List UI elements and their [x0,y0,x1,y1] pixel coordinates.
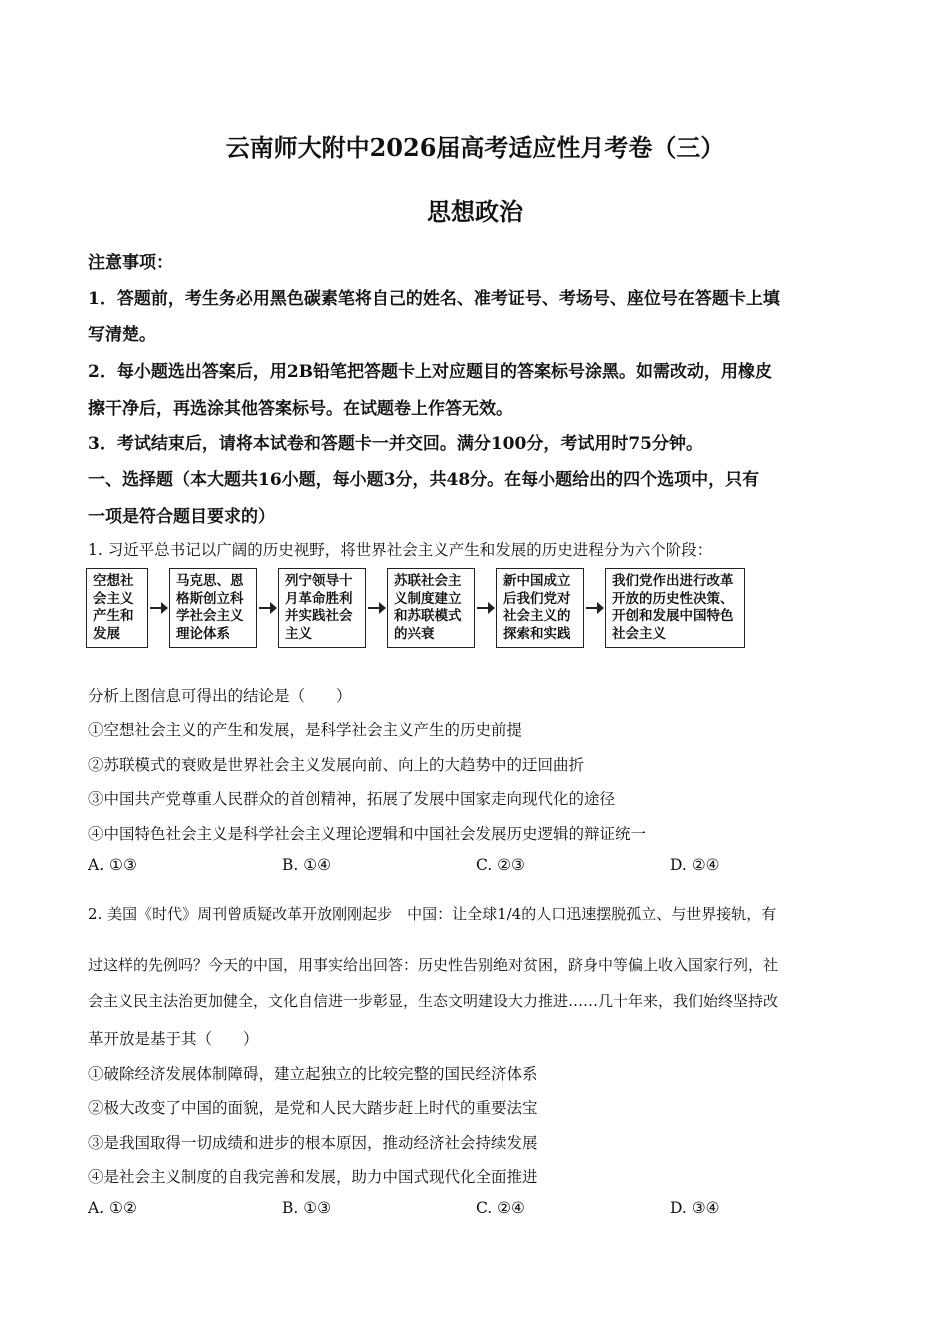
subject-title: 思想政治 [427,197,523,226]
q1-option-d: D. ②④ [670,856,720,874]
flow-stage-1: 空想社会主义产生和发展 [86,568,148,648]
notice-item-1-line-1: 1．答题前，考生务必用黑色碳素笔将自己的姓名、准考证号、考场号、座位号在答题卡上填 [88,289,780,309]
q1-statement-2: ②苏联模式的衰败是世界社会主义发展向前、向上的大趋势中的迂回曲折 [88,756,585,774]
exam-title: 云南师大附中2026届高考适应性月考卷（三） [225,133,725,162]
q2-stem-line-2: 过这样的先例吗？今天的中国，用事实给出回答：历史性告别绝对贫困，跻身中等偏上收入国家行列，社 [88,956,779,974]
q2-statement-1: ①破除经济发展体制障碍，建立起独立的比较完整的国民经济体系 [88,1065,538,1083]
flow-arrow-icon [476,598,496,618]
q1-question: 分析上图信息可得出的结论是（ ） [88,687,352,705]
notice-item-3: 3．考试结束后，请将本试卷和答题卡一并交回。满分100分，考试用时75分钟。 [88,434,703,454]
flow-arrow-icon [149,598,169,618]
q2-stem-line-3: 会主义民主法治更加健全，文化自信进一步彰显，生态文明建设大力推进……几十年来，我们始终坚持改 [88,992,779,1010]
flow-stage-3: 列宁领导十月革命胜利并实践社会主义 [278,568,366,648]
section-heading-line-1: 一、选择题（本大题共16小题，每小题3分，共48分。在每小题给出的四个选项中，只有 [88,470,760,490]
notice-heading: 注意事项： [88,253,173,273]
q2-option-c: C. ②④ [476,1199,525,1217]
q2-stem-line-4: 革开放是基于其（ ） [88,1030,259,1048]
notice-item-2-line-1: 2．每小题选出答案后，用2B铅笔把答题卡上对应题目的答案标号涂黑。如需改动，用橡皮 [88,362,773,382]
notice-item-2-line-2: 擦干净后，再选涂其他答案标号。在试题卷上作答无效。 [88,399,513,419]
q2-option-a: A. ①② [88,1199,137,1217]
flow-stage-5: 新中国成立后我们党对社会主义的探索和实践 [496,568,584,648]
q1-flow-diagram [86,568,746,652]
flow-arrow-icon [585,598,605,618]
q2-statement-4: ④是社会主义制度的自我完善和发展，助力中国式现代化全面推进 [88,1168,538,1186]
section-heading-line-2: 一项是符合题目要求的） [88,507,275,527]
q2-stem-line-1: 2. 美国《时代》周刊曾质疑改革开放刚刚起步 中国：让全球1/4的人口迅速摆脱孤立、与世界接轨，有 [88,905,777,923]
q1-option-b: B. ①④ [282,856,332,874]
q2-statement-3: ③是我国取得一切成绩和进步的根本原因，推动经济社会持续发展 [88,1134,538,1152]
q2-option-d: D. ③④ [670,1199,720,1217]
notice-item-1-line-2: 写清楚。 [88,325,156,345]
flow-arrow-icon [258,598,278,618]
q2-statement-2: ②极大改变了中国的面貌，是党和人民大踏步赶上时代的重要法宝 [88,1099,538,1117]
q1-stem: 1. 习近平总书记以广阔的历史视野，将世界社会主义产生和发展的历史进程分为六个阶段： [88,541,713,559]
q1-statement-1: ①空想社会主义的产生和发展，是科学社会主义产生的历史前提 [88,721,523,739]
flow-stage-4: 苏联社会主义制度建立和苏联模式的兴衰 [387,568,475,648]
flow-stage-6: 我们党作出进行改革开放的历史性决策、开创和发展中国特色社会主义 [605,568,745,648]
flow-stage-2: 马克思、恩格斯创立科学社会主义理论体系 [169,568,257,648]
q1-option-a: A. ①③ [88,856,137,874]
q2-option-b: B. ①③ [282,1199,332,1217]
q1-option-c: C. ②③ [476,856,525,874]
flow-arrow-icon [367,598,387,618]
q1-statement-4: ④中国特色社会主义是科学社会主义理论逻辑和中国社会发展历史逻辑的辩证统一 [88,825,647,843]
q1-statement-3: ③中国共产党尊重人民群众的首创精神，拓展了发展中国家走向现代化的途径 [88,790,616,808]
